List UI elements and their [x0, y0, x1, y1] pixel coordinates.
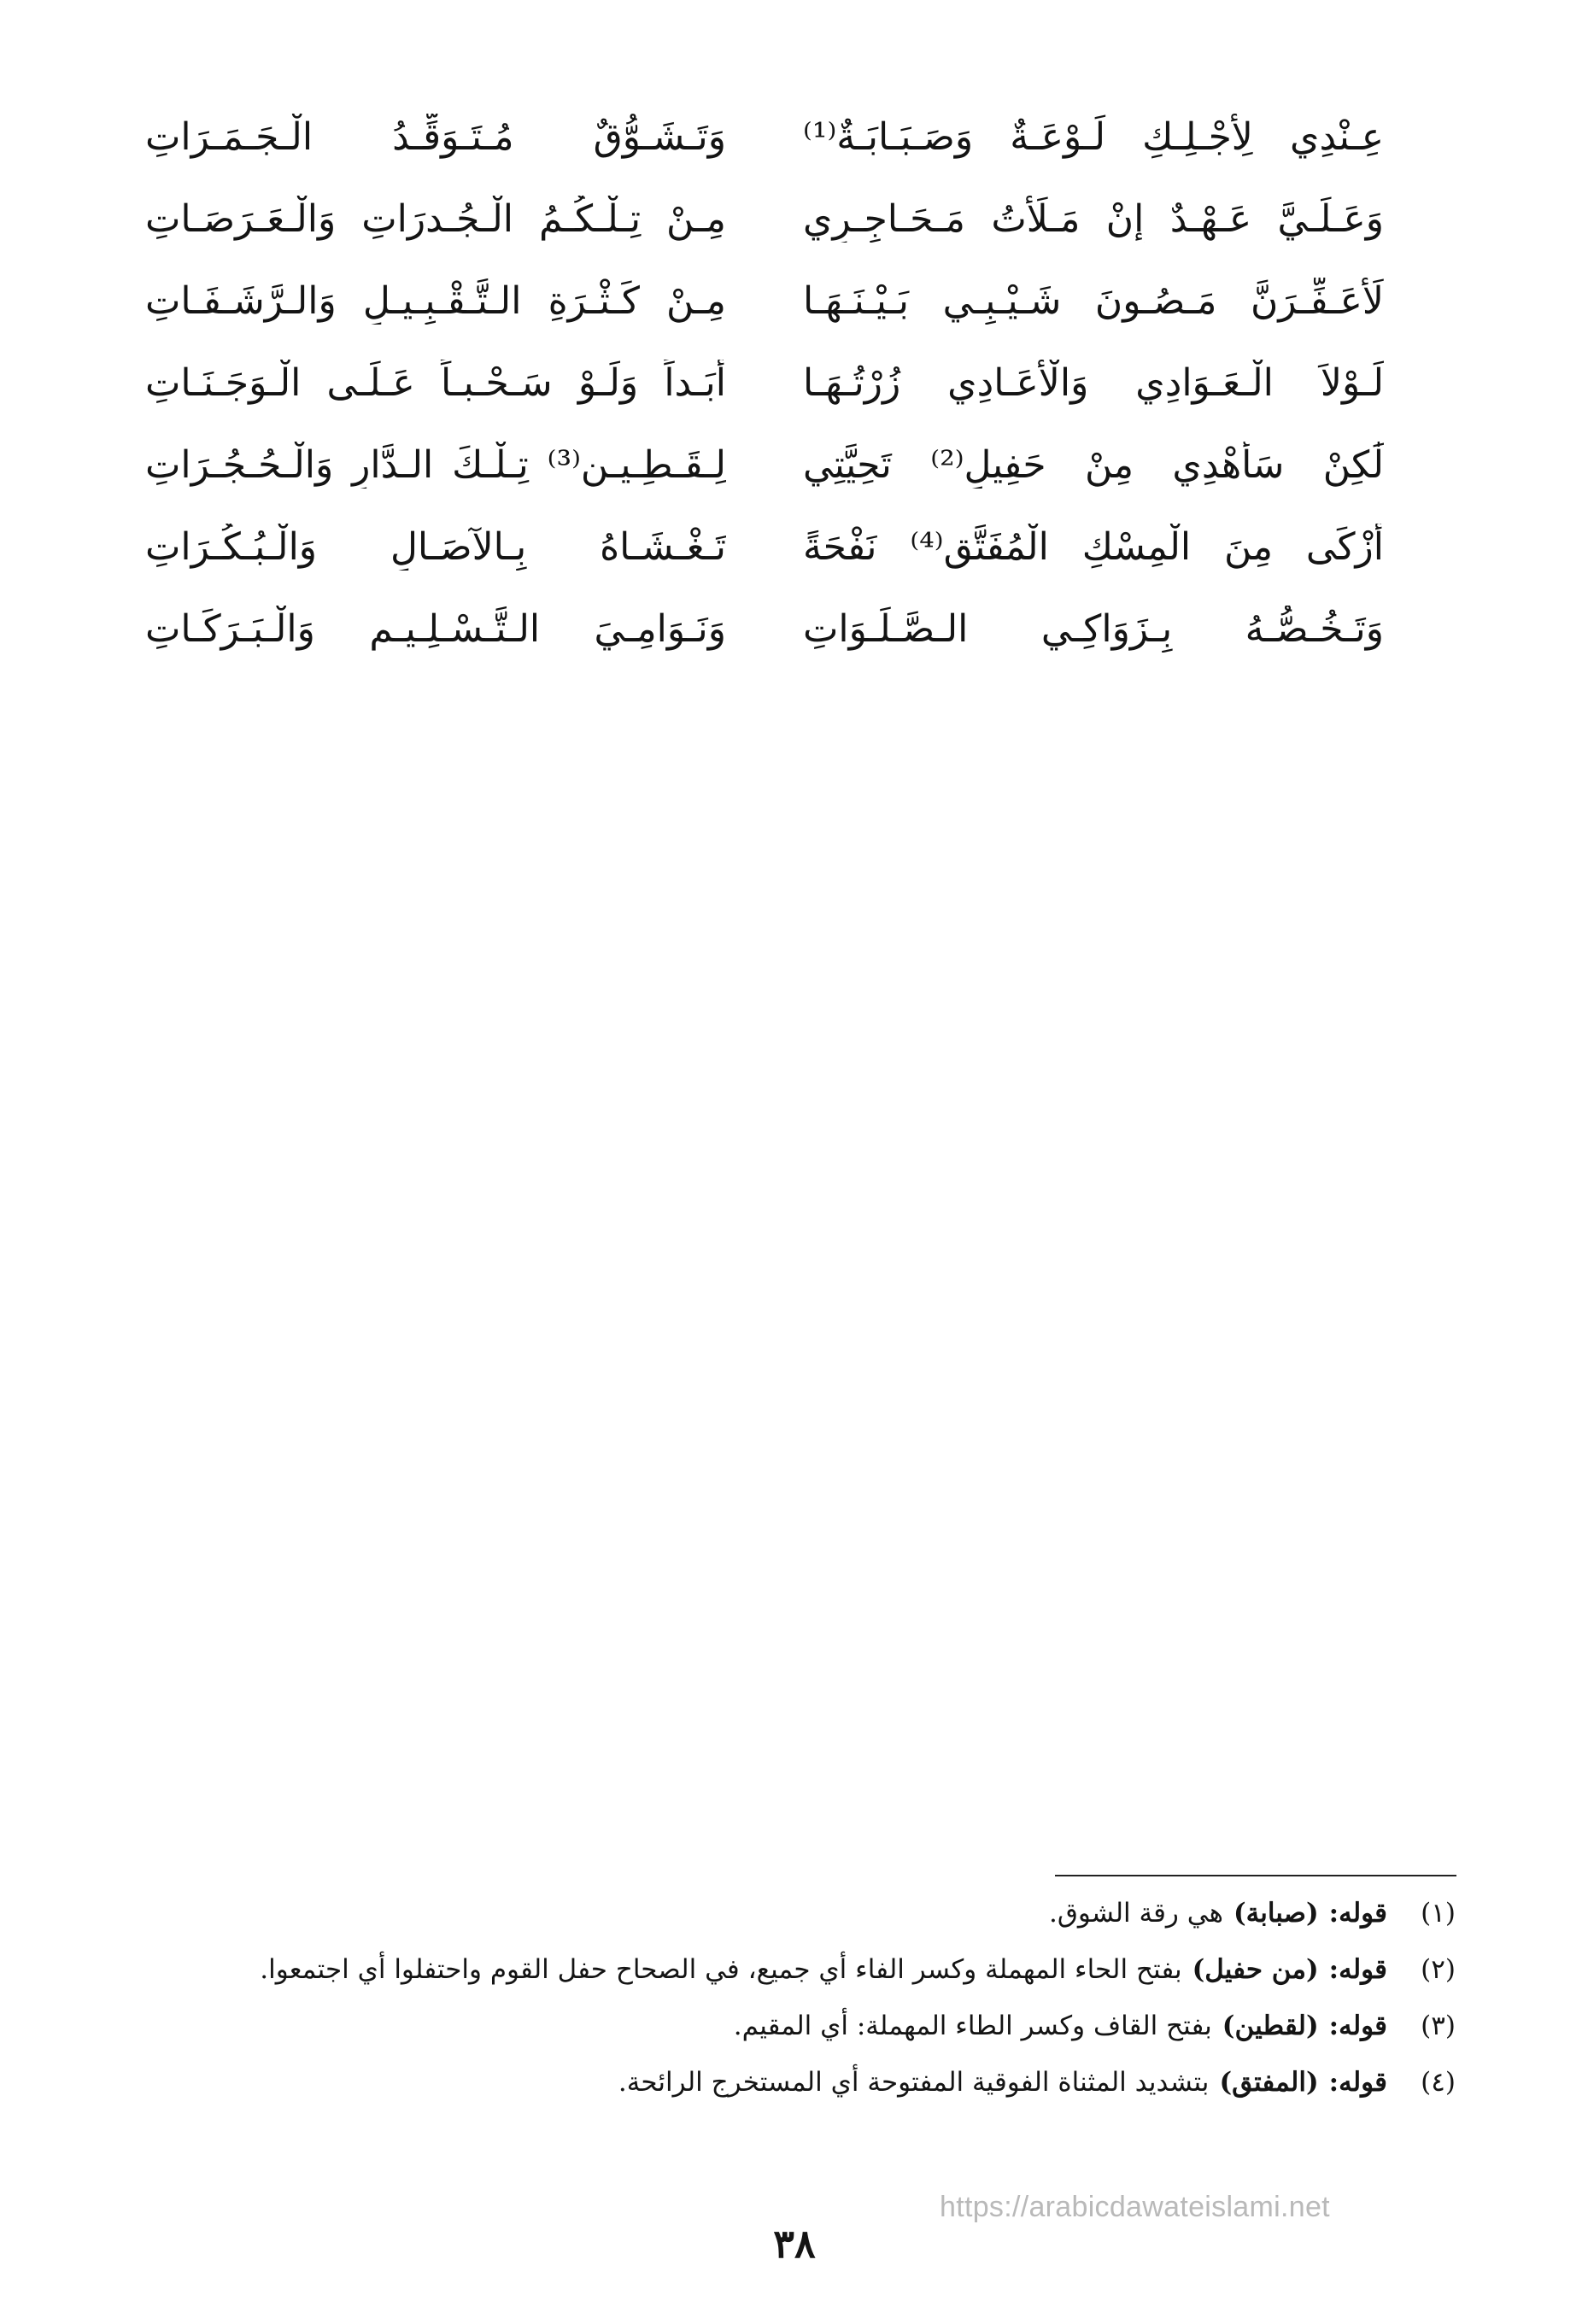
- verse-second-hemistich: أَبَـداً وَلَـوْ سَـحْـبـاً عَـلَـى الْـوَجَـنَـاتِ: [145, 360, 726, 405]
- verse-second-hemistich: وَتَـشَـوُّقٌ مُـتَـوَقِّـدُ الْـجَـمَـرَاتِ: [145, 114, 726, 159]
- footnote-text: بفتح القاف وكسر الطاء المهملة: أي المقيم.: [733, 2011, 1212, 2041]
- verse: [145, 588, 1384, 670]
- footnote: [123, 2011, 1456, 2067]
- verse: [145, 424, 1384, 506]
- verse-first-hemistich: لَٰكِنْ سَأُهْدِي مِنْ حَفِيلِ⁽²⁾ تَحِيَّتِي: [803, 442, 1384, 487]
- footnote-label: قوله:: [1328, 1898, 1387, 1929]
- footnote-number: (٤): [1421, 2067, 1456, 2098]
- footnote-term: (لقطين): [1222, 2011, 1319, 2041]
- footnote-number: (٣): [1421, 2011, 1456, 2041]
- verse-first-hemistich: أَزْكَى مِنَ الْمِسْكِ الْمُفَتَّقِ⁽⁴⁾ نَفْحَةً: [803, 524, 1384, 569]
- footnote-term: (المفتق): [1219, 2067, 1319, 2098]
- verse: [145, 96, 1384, 178]
- poem: [145, 96, 1384, 670]
- verse-second-hemistich: وَنَـوَامِـيَ الـتَّـسْـلِـيـمِ وَالْـبَـرَكَـاتِ: [145, 606, 726, 651]
- footnote-divider: [1055, 1875, 1456, 1876]
- footnote-body: [123, 1898, 1387, 1929]
- verse-first-hemistich: وَتَـخُـصُّـهُ بِـزَوَاكِـي الـصَّـلَـوَاتِ: [803, 606, 1384, 651]
- verse-second-hemistich: تَـغْـشَـاهُ بِـالآصَـالِ وَالْـبُـكُـرَاتِ: [145, 524, 726, 569]
- verse-second-hemistich: مِـنْ تِـلْـكُـمُ الْـجُـدرَاتِ وَالْـعَـرَصَـاتِ: [145, 196, 726, 241]
- verse-first-hemistich: لَـوْلاَ الْـعَـوَادِي وَالْأَعَـادِي زُرْتُـهَـا: [803, 360, 1384, 405]
- footnote-label: قوله:: [1328, 2067, 1387, 2098]
- footnote-text: بفتح الحاء المهملة وكسر الفاء أي جميع، في الصحاح حفل القوم واحتفلوا أي اجتمعوا.: [260, 1954, 1182, 1985]
- verse: [145, 506, 1384, 588]
- page-number: ٣٨: [773, 2221, 816, 2267]
- footnote-label: قوله:: [1328, 1954, 1387, 1985]
- verse-second-hemistich: لِـقَـطِـيـنِ⁽³⁾ تِـلْـكَ الـدَّارِ وَالْـحُـجُـرَاتِ: [145, 442, 726, 487]
- verse-first-hemistich: عِـنْدِي لِأَجْـلِـكِ لَـوْعَـةٌ وَصَـبَـابَـةٌ⁽¹⁾: [803, 114, 1384, 159]
- footnote-number: (١): [1421, 1898, 1456, 1929]
- footnote-number: (٢): [1421, 1954, 1456, 1985]
- footnote: [123, 1898, 1456, 1954]
- verse-second-hemistich: مِـنْ كَـثْـرَةِ الـتَّـقْـبِـيـلِ وَالـرَّشَـفَـاتِ: [145, 278, 726, 323]
- footnote-text: بتشديد المثناة الفوقية المفتوحة أي المستخرج الرائحة.: [618, 2067, 1210, 2098]
- footnote-body: [123, 2011, 1387, 2041]
- footnote-body: [123, 2067, 1387, 2098]
- verse: [145, 260, 1384, 342]
- watermark-url: https://arabicdawateislami.net: [940, 2191, 1330, 2223]
- footnote: [123, 1954, 1456, 2011]
- footnote-term: (صبابة): [1233, 1898, 1319, 1929]
- footnote: [123, 2067, 1456, 2123]
- verse: [145, 342, 1384, 424]
- verse-first-hemistich: وَعَـلَـيَّ عَـهْـدٌ إِنْ مَـلَأْتُ مَـحَـاجِـرِي: [803, 196, 1384, 241]
- footnote-body: [123, 1954, 1387, 1985]
- footnote-label: قوله:: [1328, 2011, 1387, 2041]
- verse: [145, 178, 1384, 260]
- footnotes: [123, 1898, 1456, 2123]
- verse-first-hemistich: لَأُعَـفِّـرَنَّ مَـصُـونَ شَـيْـبِـي بَـيْـنَـهَـا: [803, 278, 1384, 323]
- footnote-text: هي رقة الشوق.: [1049, 1898, 1223, 1929]
- footnote-term: (من حفيل): [1192, 1954, 1319, 1985]
